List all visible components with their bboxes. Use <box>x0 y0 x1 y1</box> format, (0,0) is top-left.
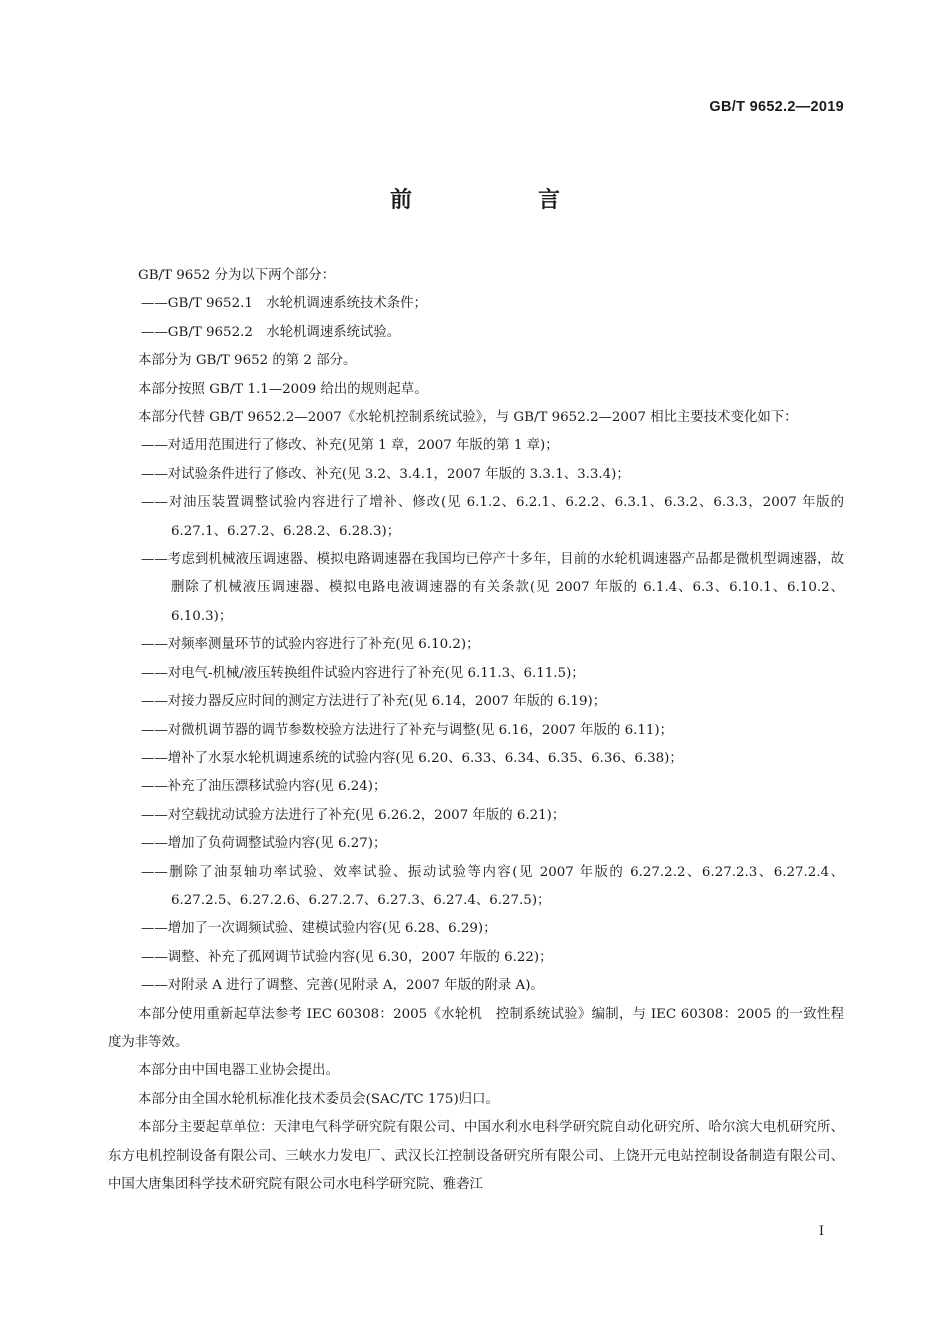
change-item: ——增加了一次调频试验、建模试验内容(见 6.28、6.29)； <box>141 921 497 937</box>
document-body <box>108 262 844 1199</box>
change-item: ——对电气-机械/液压转换组件试验内容进行了补充(见 6.11.3、6.11.5)； <box>141 665 585 681</box>
paragraph: 本部分为 GB/T 9652 的第 2 部分。 <box>138 353 357 369</box>
change-item: ——对空载扰动试验方法进行了补充(见 6.26.2，2007 年版的 6.21)； <box>141 807 566 823</box>
list-item: ——GB/T 9652.1 水轮机调速系统技术条件； <box>141 296 427 312</box>
page-number: I <box>818 1224 824 1239</box>
paragraph: GB/T 9652 分为以下两个部分： <box>138 268 336 283</box>
change-item: ——调整、补充了孤网调节试验内容(见 6.30，2007 年版的 6.22)； <box>141 949 553 965</box>
paragraph: 本部分由中国电器工业协会提出。 <box>138 1063 339 1079</box>
change-item: ——对接力器反应时间的测定方法进行了补充(见 6.14，2007 年版的 6.19)； <box>141 694 607 710</box>
paragraph: 本部分由全国水轮机标准化技术委员会(SAC/TC 175)归口。 <box>138 1091 499 1107</box>
change-item: ——增加了负荷调整试验内容(见 6.27)； <box>141 836 387 852</box>
standard-code: GB/T 9652.2—2019 <box>709 99 844 115</box>
paragraph: 本部分使用重新起草法参考 IEC 60308：2005《水轮机 控制系统试验》编制，与 IEC 60308：2005 的一致性程度为非等效。 <box>108 1006 844 1050</box>
change-item: ——考虑到机械液压调速器、模拟电路调速器在我国均已停产十多年，目前的水轮机调速器产品都是微机型调速器，故删除了机械液压调速器、模拟电路电液调速器的有关条款(见 2007 年版的 6.1.4、6.3、6.10.1、6.10.2、6.10.3)； <box>141 552 844 624</box>
change-item: ——补充了油压漂移试验内容(见 6.24)； <box>141 779 387 795</box>
change-item: ——对频率测量环节的试验内容进行了补充(见 6.10.2)； <box>141 637 480 653</box>
change-item: ——对微机调节器的调节参数校验方法进行了补充与调整(见 6.16，2007 年版的 6.11)； <box>141 722 674 738</box>
change-item: ——增补了水泵水轮机调速系统的试验内容(见 6.20、6.33、6.34、6.35、6.36、6.38)； <box>141 750 683 766</box>
change-item: ——对附录 A 进行了调整、完善(见附录 A，2007 年版的附录 A)。 <box>141 978 544 994</box>
page-title: 前 言 <box>389 188 612 213</box>
paragraph: 本部分主要起草单位：天津电气科学研究院有限公司、中国水利水电科学研究院自动化研究所、哈尔滨大电机研究所、东方电机控制设备有限公司、三峡水力发电厂、武汉长江控制设备研究所有限公司、上饶开元电站控制设备制造有限公司、中国大唐集团科学技术研究院有限公司水电科学研究院、雅砻江 <box>108 1120 844 1192</box>
change-item: ——对油压装置调整试验内容进行了增补、修改(见 6.1.2、6.2.1、6.2.2、6.3.1、6.3.2、6.3.3，2007 年版的 6.27.1、6.27.2、6.28.2、6.28.3)； <box>141 495 844 539</box>
paragraph: 本部分按照 GB/T 1.1—2009 给出的规则起草。 <box>138 381 428 397</box>
list-item: ——GB/T 9652.2 水轮机调速系统试验。 <box>141 324 401 340</box>
change-item: ——删除了油泵轴功率试验、效率试验、振动试验等内容(见 2007 年版的 6.27.2.2、6.27.2.3、6.27.2.4、6.27.2.5、6.27.2.6、6.27.2.7、6.27.3、6.27.4、6.27.5)； <box>141 864 844 908</box>
change-item: ——对试验条件进行了修改、补充(见 3.2、3.4.1，2007 年版的 3.3.1、3.3.4)； <box>141 466 630 482</box>
change-item: ——对适用范围进行了修改、补充(见第 1 章，2007 年版的第 1 章)； <box>141 438 559 454</box>
paragraph: 本部分代替 GB/T 9652.2—2007《水轮机控制系统试验》，与 GB/T 9652.2—2007 相比主要技术变化如下： <box>138 410 798 426</box>
